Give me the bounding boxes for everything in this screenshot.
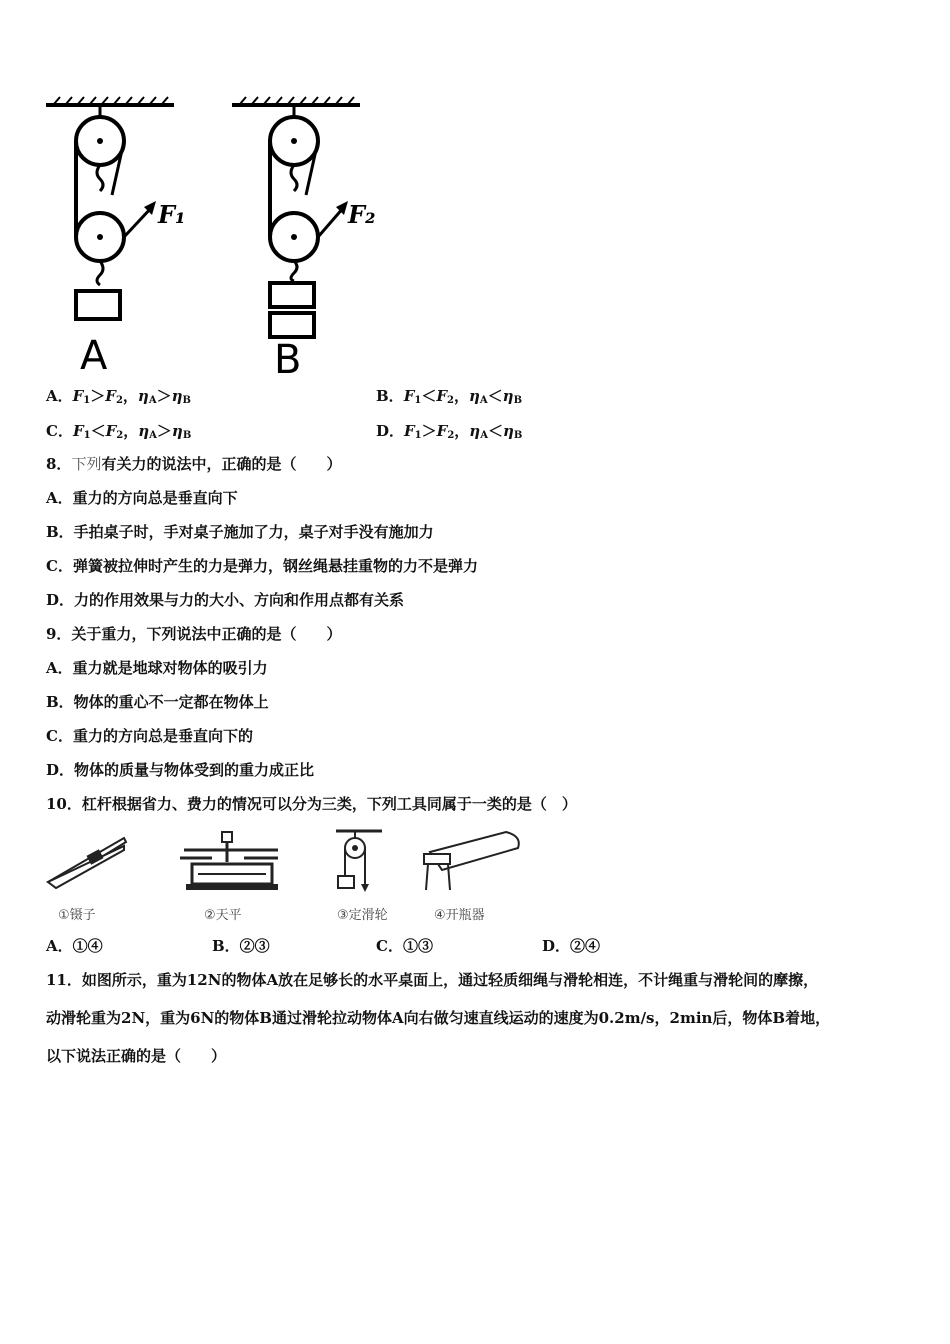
q10-option-c[interactable]: C．①③: [376, 937, 433, 955]
pulley-figure-a: [40, 95, 200, 380]
q11-stem-line-3: 以下说法正确的是（ ）: [46, 1047, 227, 1065]
q9-stem: 9．关于重力，下列说法中正确的是（ ）: [46, 625, 342, 643]
q10-stem: 10．杠杆根据省力、费力的情况可以分为三类，下列工具同属于一类的是（ ）: [46, 795, 577, 813]
q7-option-d[interactable]: D．$F_1>F_2$，$\eta_A<\eta_B$: [376, 422, 523, 441]
q8-option-c[interactable]: C．弹簧被拉伸时产生的力是弹力，钢丝绳悬挂重物的力不是弹力: [46, 557, 478, 575]
q11-stem-line-1: 11．如图所示，重为12N的物体A放在足够长的水平桌面上，通过轻质细绳与滑轮相连，不计绳重与滑轮间的摩擦，: [46, 971, 819, 989]
force-label-f2: F₂: [348, 200, 376, 229]
tool-label-balance: ②天平: [204, 908, 242, 923]
balance-image: [178, 828, 284, 892]
q11-stem-line-2: 动滑轮重为2N，重为6N的物体B通过滑轮拉动物体A向右做匀速直线运动的速度为0.2m/s，2min后，物体B着地，: [46, 1009, 831, 1027]
q7-option-c[interactable]: C．$F_1<F_2$，$\eta_A>\eta_B$: [46, 422, 192, 441]
figure-label-a: A: [80, 333, 108, 379]
fixed-pulley-image: [334, 828, 384, 894]
tool-label-tweezers: ①镊子: [58, 908, 96, 923]
q9-option-a[interactable]: A．重力就是地球对物体的吸引力: [46, 659, 268, 677]
pulley-figure-b: [226, 95, 386, 380]
q8-option-b[interactable]: B．手拍桌子时，手对桌子施加了力，桌子对手没有施加力: [46, 523, 434, 541]
q8-stem: 8．下列有关力的说法中，正确的是（ ）: [46, 455, 342, 473]
tweezers-image: [44, 832, 130, 892]
q10-option-b[interactable]: B．②③: [212, 937, 270, 955]
q8-option-d[interactable]: D．力的作用效果与力的大小、方向和作用点都有关系: [46, 591, 405, 609]
q9-option-c[interactable]: C．重力的方向总是垂直向下的: [46, 727, 253, 745]
tool-label-bottle-opener: ④开瓶器: [434, 908, 485, 923]
q8-option-a[interactable]: A．重力的方向总是垂直向下: [46, 489, 238, 507]
force-label-f1: F₁: [158, 200, 186, 229]
q10-option-d[interactable]: D．②④: [542, 937, 601, 955]
tool-label-fixed-pulley: ③定滑轮: [337, 908, 388, 923]
bottle-opener-image: [420, 828, 526, 892]
q9-option-b[interactable]: B．物体的重心不一定都在物体上: [46, 693, 269, 711]
q10-option-a[interactable]: A．①④: [46, 937, 103, 955]
q9-option-d[interactable]: D．物体的质量与物体受到的重力成正比: [46, 761, 315, 779]
q7-option-a[interactable]: A．$F_1>F_2$，$\eta_A>\eta_B$: [46, 387, 191, 406]
figure-label-b: B: [274, 337, 302, 380]
q7-option-b[interactable]: B．$F_1<F_2$，$\eta_A<\eta_B$: [376, 387, 523, 406]
